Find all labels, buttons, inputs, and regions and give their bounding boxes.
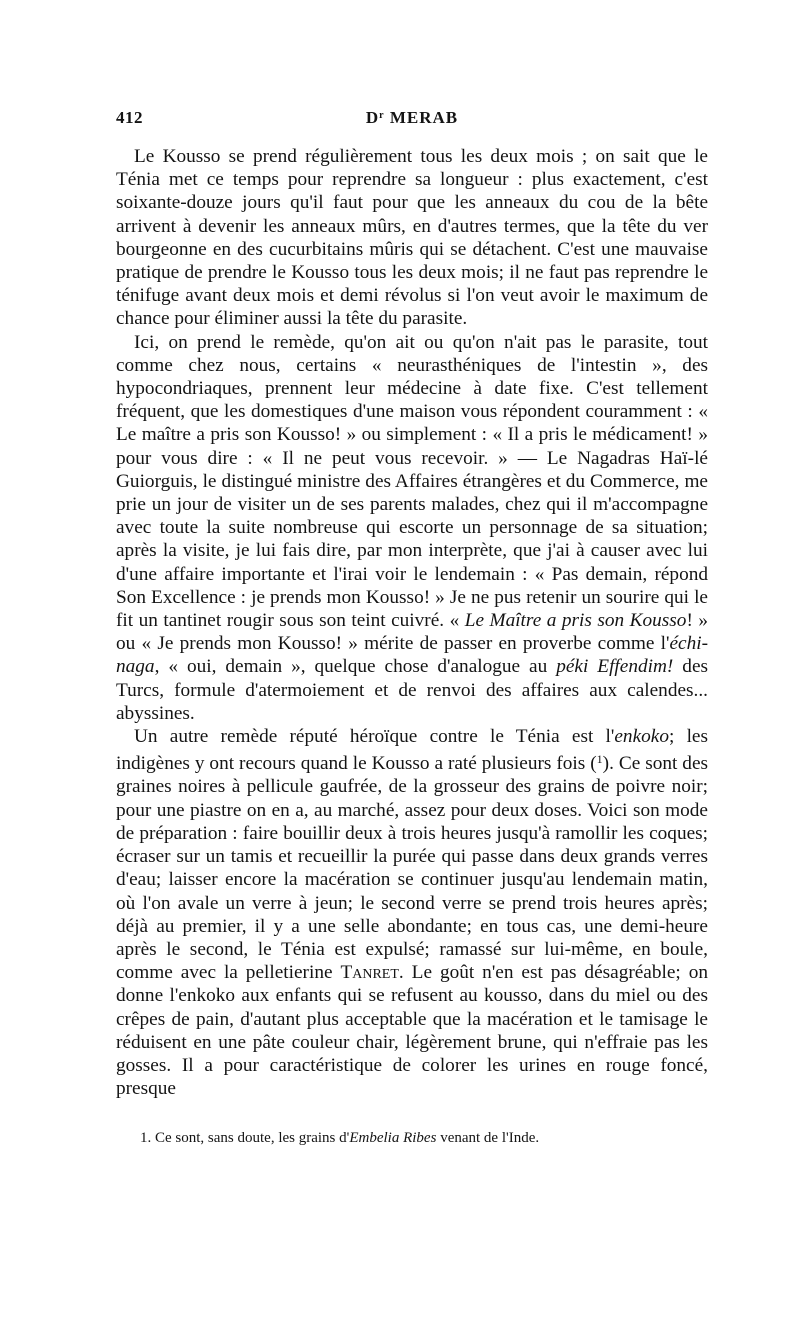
running-title [116,108,708,128]
italic-text: Le Maître a pris son Kousso [464,610,687,632]
italic-text: péki Effendim! [556,656,674,678]
text-run: Un autre remède réputé héroïque contre le Ténia est l' [134,726,615,748]
running-title-superscript: r [379,110,385,121]
footnote-text-after: venant de l'Inde. [436,1130,540,1146]
running-title-name: MERAB [384,108,459,127]
text-run: ). Ce sont des graines noires à pellicule gaufrée, de la grosseur des grains de poivre noir; pour une piastre on en a, au marché, assez pour deux doses. Voici son mode de préparation : faire bouillir deux à trois heures jusqu'à ramollir les coques; écraser sur un tamis et recueillir la purée qui passe dans deux grands verres d'eau; laisser encore la macération se continuer jusqu'au lendemain matin, où l'on avale un verre à jeun; le second verre se prend trois heures après; déjà au premier, il y a une selle abondante; en tous cas, une demi-heure après le second, le Ténia est expulsé; ramassé sur lui-même, en boule, comme avec la pelletierine [116,753,709,984]
paragraph [116,725,708,1100]
italic-text: enkoko [614,726,669,748]
italic-text: échi-naga [116,633,708,678]
body-text [116,145,708,1100]
text-run: Ici, on prend le remède, qu'on ait ou qu'on n'ait pas le parasite, tout comme chez nous, certains « neurasthéniques de l'intestin », des hypocondriaques, prennent leur médecine à date fixe. C'est tellement fréquent, que les domestiques d'une maison vous répondent couramment : « Le maître a pris son Kousso! » ou simplement : « Il a pris le médicament! » pour vous dire : « Il ne peut vous recevoir. » — Le Nagadras Haï-lé Guiorguis, le distingué ministre des Affaires étrangères et du Commerce, me prie un jour de visiter un de ses parents malades, chez qui il m'accompagne avec toute la suite nombreuse qui escorte un personnage de sa situation; après la visite, je lui fais dire, par mon interprète, que j'ai à causer avec lui d'une affaire importante et l'irai voir le lendemain : « Pas demain, répond Son Excellence : je prends mon Kousso! » Je ne pus retenir un sourire qui le fit un tantinet rougir sous son teint cuivré. « [116,331,708,632]
text-run: . Le goût n'en est pas désagréable; on donne l'enkoko aux enfants qui se refusent au kousso, dans du miel ou des crêpes de pain, d'autant plus acceptable que la macération et le tamisage le réduisent en une pâte couleur chair, légèrement brune, qui n'effraie pas les gosses. Il a pour caractéristique de colorer les urines en rouge foncé, presque [116,962,708,1100]
text-run: des Turcs, formule d'atermoiement et de renvoi des affaires aux calendes... abyssines. [116,656,709,724]
paragraph [116,145,708,331]
running-head [116,108,708,134]
text-run: , « oui, demain », quelque chose d'analogue au [154,656,557,678]
running-title-prefix: D [365,108,380,127]
footnote-text-before: Ce sont, sans doute, les grains d' [151,1130,350,1146]
page-number: 412 [116,108,143,127]
paragraph [116,331,708,725]
footnote [140,1129,708,1148]
footnote-marker: 1. [140,1130,152,1146]
small-caps-text: Tanret [340,962,399,984]
text-run: Le Kousso se prend régulièrement tous les deux mois ; on sait que le Ténia met ce temps pour reprendre sa longueur : plus exactement, c'est soixante-douze jours qu'il faut pour que les anneaux du cou de la bête arrivent à devenir les anneaux mûrs, en d'autres termes, que la tête du ver bourgeonne en des cucurbitains mûris qui se détachent. C'est une mauvaise pratique de prendre le Kousso tous les deux mois; il ne faut pas reprendre le ténifuge avant deux mois et demi révolus si l'on veut avoir le maximum de chance pour éliminer aussi la tête du parasite. [116,146,708,330]
text-run: ! » ou « Je prends mon Kousso! » mérite de passer en proverbe comme l' [116,610,708,655]
text-run: ; les indigènes y ont recours quand le Kousso a raté plusieurs fois ( [116,726,708,775]
footnote-italic: Embelia Ribes [349,1130,437,1146]
footnote-reference: 1 [596,752,603,767]
